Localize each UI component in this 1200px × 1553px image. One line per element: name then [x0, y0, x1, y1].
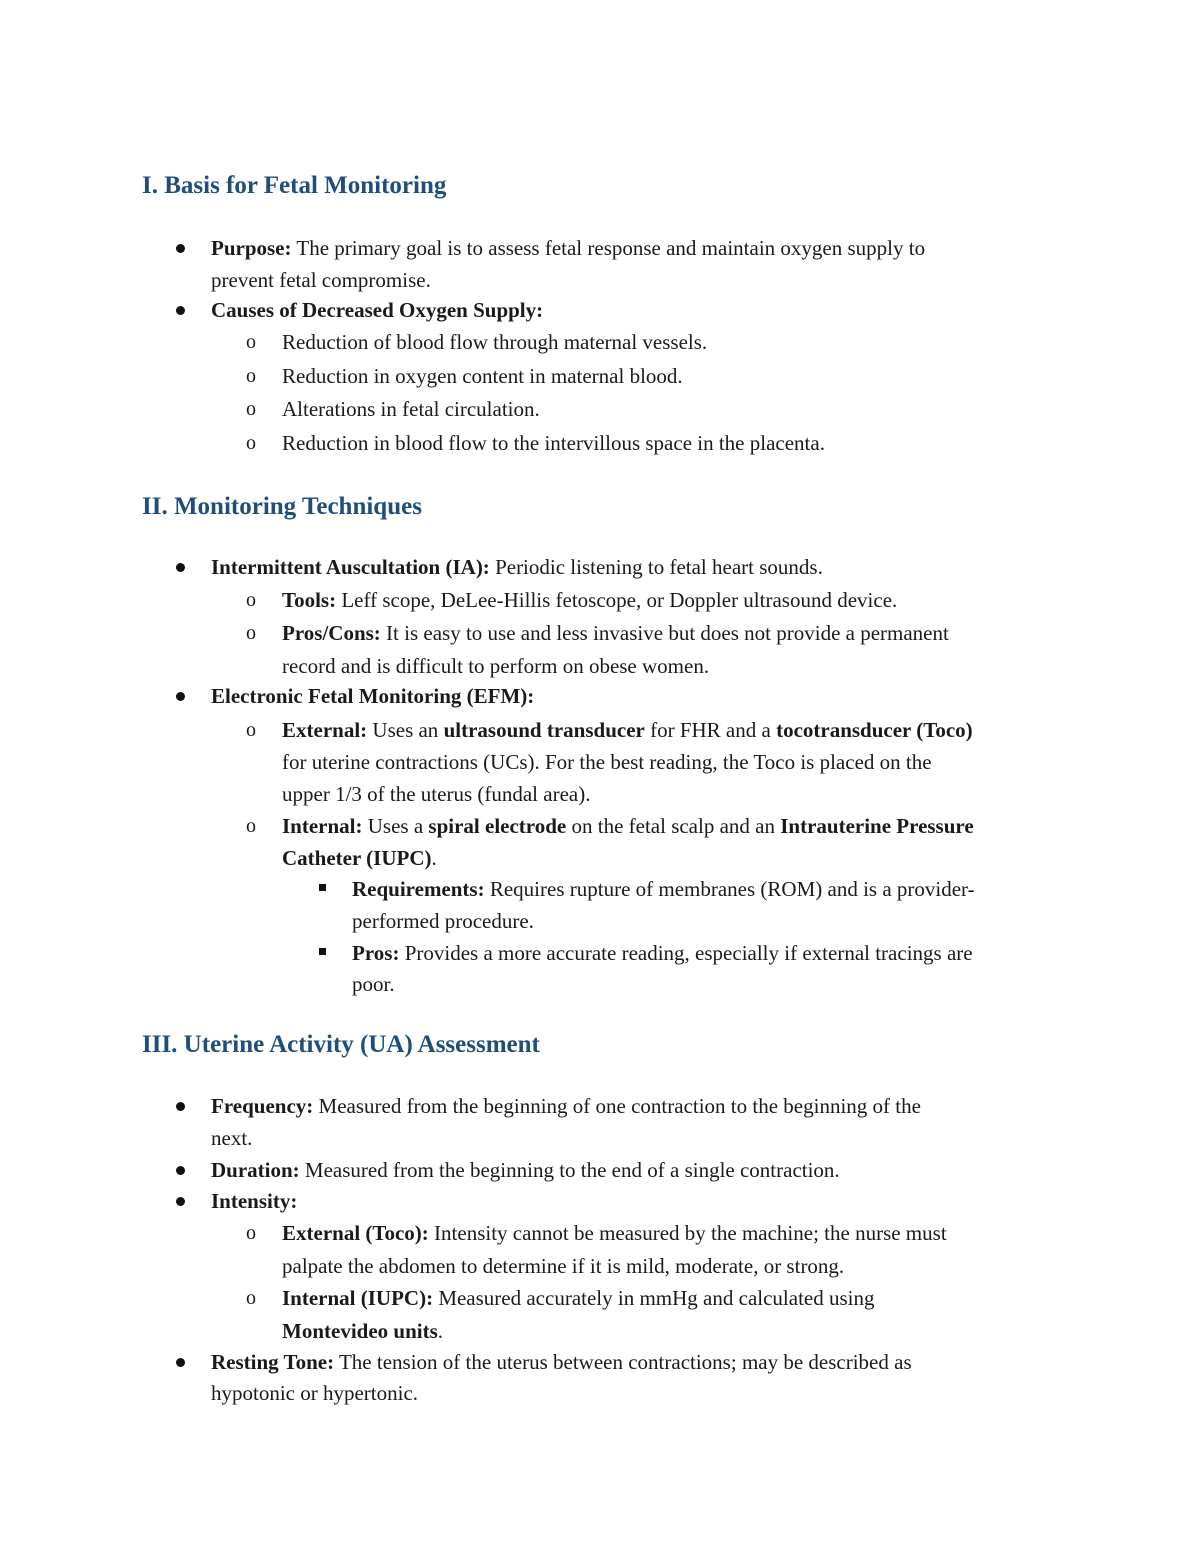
- duration-label: Duration:: [211, 1158, 300, 1182]
- frequency-text: Measured from the beginning of one contraction to the beginning of the: [313, 1094, 921, 1118]
- resting-tone-text: The tension of the uterus between contractions; may be described as: [334, 1350, 912, 1374]
- frequency-text-cont: next.: [211, 1126, 253, 1150]
- circle-bullet-icon: o: [246, 815, 256, 837]
- circle-bullet-icon: o: [246, 589, 256, 611]
- internal-iupc-text: Measured accurately in mmHg and calculated using: [433, 1286, 875, 1310]
- requirements-text: Requires rupture of membranes (ROM) and is a provider-: [484, 877, 975, 901]
- internal-iupc-text-cont: [282, 1315, 443, 1347]
- internal-text: .: [431, 846, 437, 870]
- external-toco-item: [282, 1217, 947, 1249]
- resting-tone-item: [211, 1346, 912, 1378]
- bullet-icon: [176, 1358, 185, 1367]
- square-bullet-icon: [319, 884, 326, 891]
- ia-label: Intermittent Auscultation (IA):: [211, 555, 490, 579]
- bullet-icon: [176, 563, 185, 572]
- bullet-icon: [176, 1102, 185, 1111]
- bullet-icon: [176, 244, 185, 253]
- iupc-term: Intrauterine Pressure: [780, 814, 974, 838]
- iupc-term-cont: Catheter (IUPC): [282, 846, 432, 870]
- proscons-label: Pros/Cons:: [282, 621, 381, 645]
- bullet-icon: [176, 1166, 185, 1175]
- requirements-label: Requirements:: [352, 877, 485, 901]
- ia-item: [211, 551, 823, 583]
- bullet-icon: [176, 306, 185, 315]
- purpose-text: The primary goal is to assess fetal response and maintain oxygen supply to: [291, 236, 926, 260]
- intensity-label: Intensity:: [211, 1189, 298, 1213]
- requirements-text-cont: performed procedure.: [352, 909, 534, 933]
- internal-iupc-label: Internal (IUPC):: [282, 1286, 434, 1310]
- internal-text-cont: [282, 842, 437, 874]
- square-bullet-icon: [319, 948, 326, 955]
- pros-item: [352, 937, 973, 969]
- tools-text: Leff scope, DeLee-Hillis fetoscope, or Doppler ultrasound device.: [336, 588, 898, 612]
- circle-bullet-icon: o: [246, 622, 256, 644]
- section-1-heading: I. Basis for Fetal Monitoring: [142, 172, 447, 199]
- pros-text: Provides a more accurate reading, especially if external tracings are: [399, 941, 973, 965]
- proscons-item: [282, 617, 949, 649]
- external-toco-label: External (Toco):: [282, 1221, 429, 1245]
- montevideo-units-term: Montevideo units: [282, 1319, 438, 1343]
- purpose-label: Purpose:: [211, 236, 292, 260]
- purpose-text-cont: prevent fetal compromise.: [211, 268, 431, 292]
- duration-text: Measured from the beginning to the end of a single contraction.: [299, 1158, 840, 1182]
- efm-label: Electronic Fetal Monitoring (EFM):: [211, 684, 535, 708]
- external-text-cont: upper 1/3 of the uterus (fundal area).: [282, 782, 591, 806]
- internal-item: [282, 810, 974, 842]
- causes-label: Causes of Decreased Oxygen Supply:: [211, 298, 544, 322]
- tocotransducer-term: tocotransducer (Toco): [776, 718, 973, 742]
- external-item: [282, 714, 973, 746]
- circle-bullet-icon: o: [246, 1222, 256, 1244]
- external-text: Uses an: [367, 718, 444, 742]
- section-3-heading: III. Uterine Activity (UA) Assessment: [142, 1031, 540, 1058]
- internal-label: Internal:: [282, 814, 363, 838]
- proscons-text: It is easy to use and less invasive but does not provide a permanent: [380, 621, 949, 645]
- resting-tone-text-cont: hypotonic or hypertonic.: [211, 1381, 419, 1405]
- external-toco-text: Intensity cannot be measured by the machine; the nurse must: [428, 1221, 947, 1245]
- frequency-item: [211, 1090, 921, 1122]
- circle-bullet-icon: o: [246, 365, 256, 387]
- circle-bullet-icon: o: [246, 398, 256, 420]
- ia-text: Periodic listening to fetal heart sounds.: [489, 555, 823, 579]
- internal-text: on the fetal scalp and an: [566, 814, 781, 838]
- circle-bullet-icon: o: [246, 432, 256, 454]
- internal-text: Uses a: [362, 814, 429, 838]
- cause-item: Reduction of blood flow through maternal vessels.: [282, 330, 708, 354]
- causes-item: [211, 294, 543, 326]
- cause-item: Reduction in oxygen content in maternal blood.: [282, 364, 683, 388]
- external-text-cont: for uterine contractions (UCs). For the best reading, the Toco is placed on the: [282, 750, 932, 774]
- bullet-icon: [176, 1197, 185, 1206]
- external-label: External:: [282, 718, 368, 742]
- duration-item: [211, 1154, 840, 1186]
- bullet-icon: [176, 692, 185, 701]
- internal-iupc-text: .: [437, 1319, 444, 1343]
- requirements-item: [352, 873, 975, 905]
- ultrasound-transducer-term: ultrasound transducer: [443, 718, 645, 742]
- circle-bullet-icon: o: [246, 1287, 256, 1309]
- tools-item: [282, 584, 897, 616]
- frequency-label: Frequency:: [211, 1094, 314, 1118]
- external-text: for FHR and a: [644, 718, 777, 742]
- cause-item: Alterations in fetal circulation.: [282, 397, 540, 421]
- internal-iupc-item: [282, 1282, 874, 1314]
- proscons-text-cont: record and is difficult to perform on obese women.: [282, 654, 710, 678]
- tools-label: Tools:: [282, 588, 337, 612]
- section-2-heading: II. Monitoring Techniques: [142, 493, 422, 520]
- intensity-item: [211, 1185, 297, 1217]
- pros-text-cont: poor.: [352, 972, 395, 996]
- external-toco-text-cont: palpate the abdomen to determine if it is mild, moderate, or strong.: [282, 1254, 845, 1278]
- spiral-electrode-term: spiral electrode: [428, 814, 567, 838]
- circle-bullet-icon: o: [246, 331, 256, 353]
- cause-item: Reduction in blood flow to the intervillous space in the placenta.: [282, 431, 825, 455]
- pros-label: Pros:: [352, 941, 400, 965]
- circle-bullet-icon: o: [246, 719, 256, 741]
- purpose-item: [211, 232, 925, 264]
- efm-item: [211, 680, 534, 712]
- resting-tone-label: Resting Tone:: [211, 1350, 335, 1374]
